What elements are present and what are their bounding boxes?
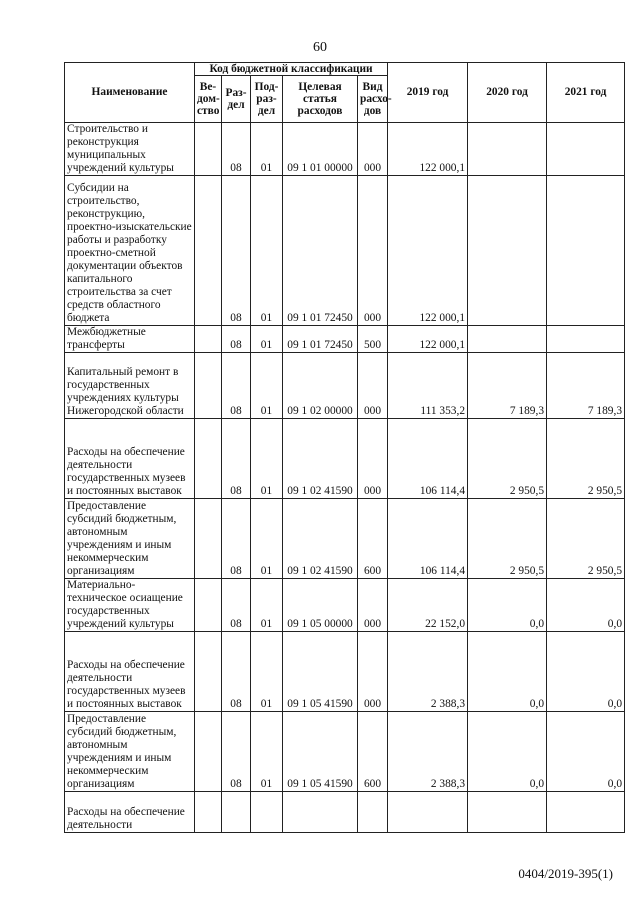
- table-cell-2019: [388, 792, 468, 833]
- table-cell-name: Предоставление субсидий бюджетным, автономным учреждениям и иным некоммерческим организациям: [65, 712, 195, 792]
- table-row: [65, 176, 625, 326]
- table-row: [65, 792, 625, 833]
- table-row: [65, 712, 625, 792]
- table-cell-razdel: 08: [222, 326, 251, 353]
- table-cell-celevaya: 09 1 05 41590: [283, 712, 358, 792]
- table-body: [65, 123, 625, 833]
- table-cell-vedomstvo: [195, 326, 222, 353]
- table-cell-vid: 600: [358, 499, 388, 579]
- table-cell-2021: 0,0: [547, 632, 625, 712]
- header-2019: 2019 год: [388, 63, 468, 123]
- table-cell-2019: 122 000,1: [388, 123, 468, 176]
- header-vid: Вид расхо-дов: [358, 76, 388, 123]
- table-cell-celevaya: 09 1 05 00000: [283, 579, 358, 632]
- table-cell-vid: 000: [358, 579, 388, 632]
- table-cell-podrazdel: 01: [251, 123, 283, 176]
- table-cell-2021: 2 950,5: [547, 499, 625, 579]
- table-cell-razdel: 08: [222, 499, 251, 579]
- table-cell-2020: 0,0: [468, 579, 547, 632]
- table-cell-podrazdel: [251, 792, 283, 833]
- table-cell-razdel: 08: [222, 353, 251, 419]
- table-cell-vedomstvo: [195, 176, 222, 326]
- table-cell-name: Субсидии на строительство, реконструкцию, проектно-изыскательские работы и разработку проектно-сметной документации объектов капитального строительства за счет средств областного бюджета: [65, 176, 195, 326]
- table-cell-2020: [468, 792, 547, 833]
- table-cell-vedomstvo: [195, 123, 222, 176]
- table-cell-vid: 000: [358, 419, 388, 499]
- table-cell-razdel: 08: [222, 579, 251, 632]
- table-cell-razdel: 08: [222, 176, 251, 326]
- table-cell-razdel: 08: [222, 712, 251, 792]
- table-cell-2020: 2 950,5: [468, 419, 547, 499]
- table-cell-vid: 600: [358, 712, 388, 792]
- table-cell-razdel: [222, 792, 251, 833]
- table-cell-podrazdel: 01: [251, 419, 283, 499]
- table-cell-razdel: 08: [222, 419, 251, 499]
- table-cell-name: Межбюджетные трансферты: [65, 326, 195, 353]
- table-cell-2021: 2 950,5: [547, 419, 625, 499]
- table-cell-celevaya: 09 1 01 72450: [283, 326, 358, 353]
- table-cell-celevaya: 09 1 01 72450: [283, 176, 358, 326]
- budget-table: [64, 62, 625, 833]
- page-number: 60: [313, 40, 327, 55]
- table-cell-vid: [358, 792, 388, 833]
- table-cell-2021: [547, 792, 625, 833]
- table-cell-vedomstvo: [195, 579, 222, 632]
- table-cell-celevaya: 09 1 01 00000: [283, 123, 358, 176]
- table-row: [65, 499, 625, 579]
- table-cell-vedomstvo: [195, 632, 222, 712]
- table-cell-name: Материально-техническое осиащение государственных учреждений культуры: [65, 579, 195, 632]
- table-cell-2021: 0,0: [547, 579, 625, 632]
- table-cell-vedomstvo: [195, 792, 222, 833]
- table-cell-2020: [468, 176, 547, 326]
- header-2020: 2020 год: [468, 63, 547, 123]
- table-row: [65, 353, 625, 419]
- table-cell-podrazdel: 01: [251, 499, 283, 579]
- table-cell-celevaya: 09 1 02 41590: [283, 419, 358, 499]
- header-row-1: [65, 63, 625, 76]
- table-cell-vedomstvo: [195, 353, 222, 419]
- header-podrazdel: Под-раз-дел: [251, 76, 283, 123]
- table-cell-vedomstvo: [195, 712, 222, 792]
- table-cell-celevaya: 09 1 02 00000: [283, 353, 358, 419]
- table-cell-celevaya: 09 1 05 41590: [283, 632, 358, 712]
- table-cell-vid: 000: [358, 176, 388, 326]
- table-cell-2019: 106 114,4: [388, 499, 468, 579]
- table-cell-2020: 2 950,5: [468, 499, 547, 579]
- table-cell-name: Капитальный ремонт в государственных учреждениях культуры Нижегородской области: [65, 353, 195, 419]
- table-row: [65, 419, 625, 499]
- table-row: [65, 326, 625, 353]
- table-cell-podrazdel: 01: [251, 632, 283, 712]
- table-cell-celevaya: 09 1 02 41590: [283, 499, 358, 579]
- table-cell-2019: 111 353,2: [388, 353, 468, 419]
- table-row: [65, 632, 625, 712]
- table-cell-name: Предоставление субсидий бюджетным, автономным учреждениям и иным некоммерческим организациям: [65, 499, 195, 579]
- table-cell-razdel: 08: [222, 123, 251, 176]
- table-cell-vid: 000: [358, 353, 388, 419]
- table-cell-2020: 0,0: [468, 712, 547, 792]
- table-cell-2021: 7 189,3: [547, 353, 625, 419]
- table-cell-vid: 000: [358, 632, 388, 712]
- table-cell-2021: 0,0: [547, 712, 625, 792]
- table-cell-vid: 000: [358, 123, 388, 176]
- header-razdel: Раз-дел: [222, 76, 251, 123]
- table-cell-2019: 122 000,1: [388, 176, 468, 326]
- table-cell-2020: [468, 123, 547, 176]
- table-cell-podrazdel: 01: [251, 712, 283, 792]
- table-cell-2019: 22 152,0: [388, 579, 468, 632]
- table-cell-name: Расходы на обеспечение деятельности государственных музеев и постоянных выставок: [65, 632, 195, 712]
- table-cell-2021: [547, 326, 625, 353]
- table-cell-podrazdel: 01: [251, 326, 283, 353]
- table-cell-2020: [468, 326, 547, 353]
- table-cell-name: Расходы на обеспечение деятельности: [65, 792, 195, 833]
- table-cell-podrazdel: 01: [251, 353, 283, 419]
- table-cell-celevaya: [283, 792, 358, 833]
- table-cell-2019: 2 388,3: [388, 712, 468, 792]
- header-group: Код бюджетной классификации: [195, 63, 388, 76]
- table-cell-2020: 0,0: [468, 632, 547, 712]
- table-cell-2021: [547, 176, 625, 326]
- header-name: Наименование: [65, 63, 195, 123]
- table-cell-vid: 500: [358, 326, 388, 353]
- table-cell-podrazdel: 01: [251, 176, 283, 326]
- table-row: [65, 579, 625, 632]
- header-2021: 2021 год: [547, 63, 625, 123]
- table-cell-2019: 2 388,3: [388, 632, 468, 712]
- table-cell-2019: 106 114,4: [388, 419, 468, 499]
- header-celevaya: Целевая статья расходов: [283, 76, 358, 123]
- table-cell-2020: 7 189,3: [468, 353, 547, 419]
- table-cell-vedomstvo: [195, 419, 222, 499]
- header-vedomstvo: Ве-дом-ство: [195, 76, 222, 123]
- table-cell-razdel: 08: [222, 632, 251, 712]
- table-cell-name: Расходы на обеспечение деятельности государственных музеев и постоянных выставок: [65, 419, 195, 499]
- document-code: 0404/2019-395(1): [518, 866, 613, 881]
- table-cell-vedomstvo: [195, 499, 222, 579]
- table-cell-2019: 122 000,1: [388, 326, 468, 353]
- table-cell-2021: [547, 123, 625, 176]
- table-cell-name: Строительство и реконструкция муниципальных учреждений культуры: [65, 123, 195, 176]
- table-row: [65, 123, 625, 176]
- table-cell-podrazdel: 01: [251, 579, 283, 632]
